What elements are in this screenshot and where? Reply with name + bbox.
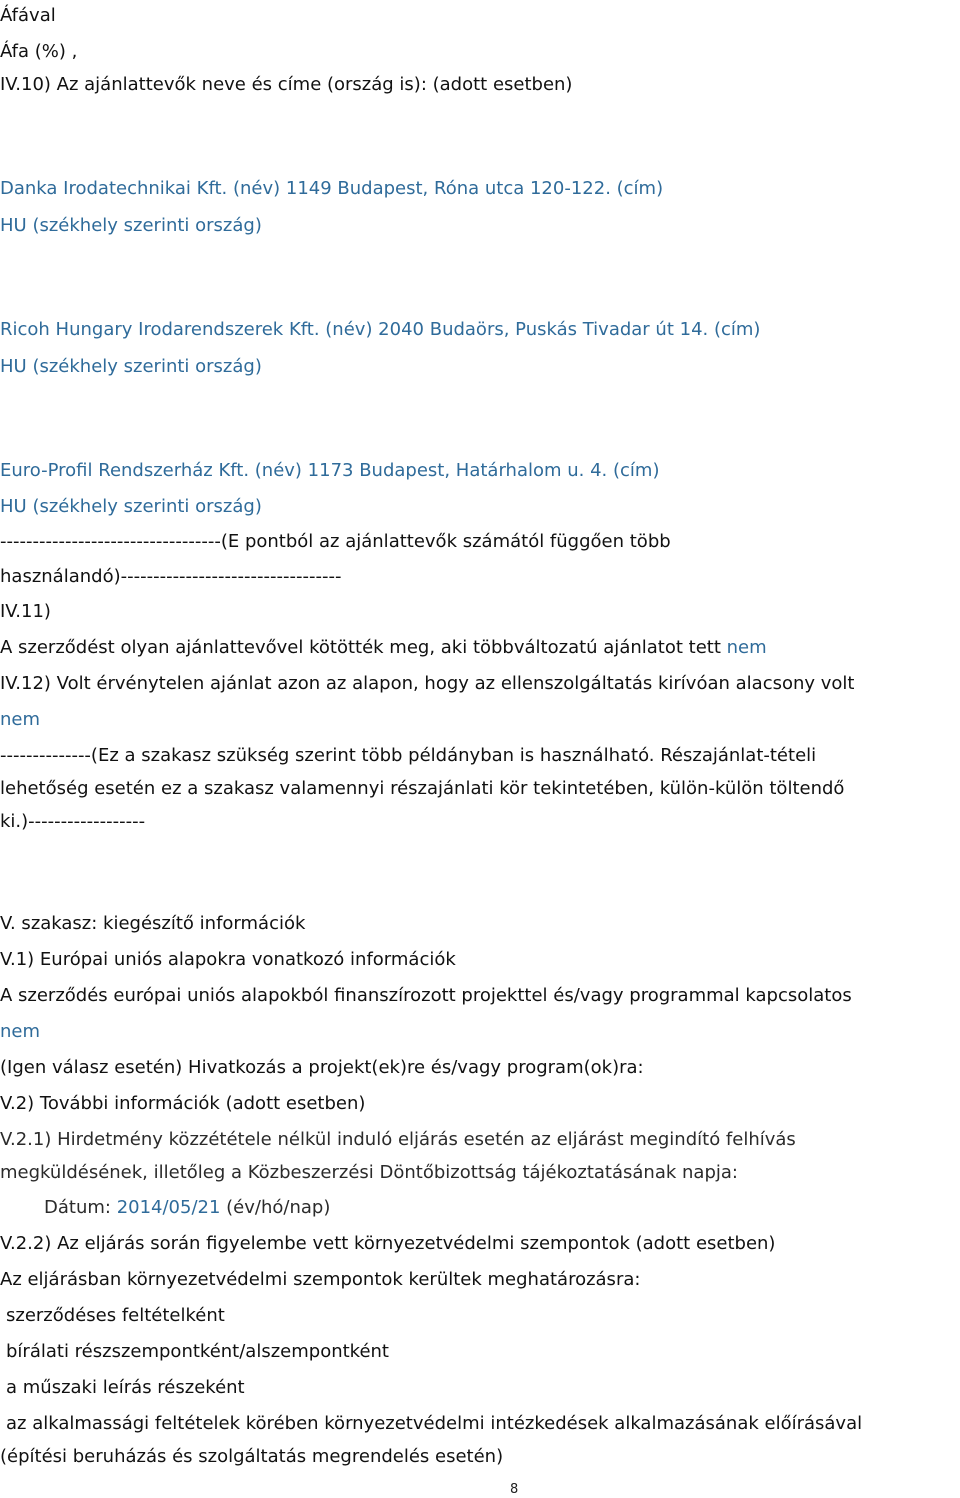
- separator-line: ki.)------------------: [0, 811, 146, 832]
- text-line: megküldésének, illetőleg a Közbeszerzési Döntőbizottság tájékoztatásának napja:: [0, 1162, 738, 1183]
- text-line: Áfával: [0, 5, 56, 26]
- text-line: V.2.1) Hirdetmény közzététele nélkül induló eljárás esetén az eljárást megindító felhívás: [0, 1129, 796, 1150]
- separator-line: használandó)----------------------------------: [0, 566, 342, 587]
- country-code: HU: [0, 215, 27, 236]
- section-heading: V.2) További információk (adott esetben): [0, 1093, 366, 1114]
- text-line: Áfa (%) ,: [0, 41, 78, 62]
- answer-value: nem: [0, 1021, 41, 1042]
- company-name: Ricoh Hungary Irodarendszerek Kft.: [0, 319, 320, 340]
- text-line: A szerződés európai uniós alapokból finanszírozott projekttel és/vagy programmal kapcsolatos: [0, 985, 852, 1006]
- option-item: a műszaki leírás részeként: [6, 1377, 245, 1398]
- company-line: [0, 177, 663, 201]
- separator-line: ----------------------------------(E pontból az ajánlattevők számától függően több: [0, 531, 671, 552]
- company-line: [0, 318, 760, 342]
- company-name: Euro-Profil Rendszerház Kft.: [0, 460, 250, 481]
- country-line: [0, 214, 262, 238]
- country-code: HU: [0, 496, 27, 517]
- date-value: 2014/05/21: [116, 1197, 221, 1218]
- country-code: HU: [0, 356, 27, 377]
- section-heading: V.2.2) Az eljárás során figyelembe vett környezetvédelmi szempontok (adott esetben): [0, 1233, 776, 1254]
- option-item: (építési beruházás és szolgáltatás megrendelés esetén): [0, 1446, 504, 1467]
- company-address: (név) 1173 Budapest, Határhalom u. 4. (cím): [249, 460, 660, 481]
- country-label: (székhely szerinti ország): [26, 215, 262, 236]
- country-label: (székhely szerinti ország): [26, 356, 262, 377]
- section-title: V. szakasz: kiegészítő információk: [0, 913, 306, 934]
- text-line: [0, 636, 767, 660]
- country-line: [0, 495, 262, 519]
- question-text: A szerződést olyan ajánlattevővel kötötték meg, aki többváltozatú ajánlatot tett: [0, 637, 727, 658]
- company-name: Danka Irodatechnikai Kft.: [0, 178, 228, 199]
- page-number: 8: [510, 1482, 519, 1497]
- answer-value: nem: [726, 637, 767, 658]
- country-label: (székhely szerinti ország): [26, 496, 262, 517]
- option-item: szerződéses feltételként: [6, 1305, 225, 1326]
- country-line: [0, 355, 262, 379]
- text-line: lehetőség esetén ez a szakasz valamennyi részajánlati kör tekintetében, külön-külön töltendő: [0, 778, 845, 799]
- date-format: (év/hó/nap): [220, 1197, 331, 1218]
- section-heading: IV.11): [0, 601, 51, 622]
- section-heading: V.1) Európai uniós alapokra vonatkozó információk: [0, 949, 456, 970]
- date-line: [44, 1196, 330, 1220]
- section-heading: IV.10) Az ajánlattevők neve és címe (ország is): (adott esetben): [0, 74, 573, 95]
- company-address: (név) 2040 Budaörs, Puskás Tivadar út 14. (cím): [319, 319, 761, 340]
- option-item: bírálati részszempontként/alszempontként: [6, 1341, 389, 1362]
- company-line: [0, 459, 659, 483]
- section-heading: IV.12) Volt érvénytelen ajánlat azon az alapon, hogy az ellenszolgáltatás kirívóan alacsony volt: [0, 673, 855, 694]
- date-label: Dátum:: [44, 1197, 117, 1218]
- text-line: Az eljárásban környezetvédelmi szempontok kerültek meghatározásra:: [0, 1269, 641, 1290]
- option-item: az alkalmassági feltételek körében környezetvédelmi intézkedések alkalmazásának előírásával: [6, 1413, 863, 1434]
- separator-line: --------------(Ez a szakasz szükség szerint több példányban is használható. Részajánlat-tételi: [0, 745, 817, 766]
- text-line: (Igen válasz esetén) Hivatkozás a projekt(ek)re és/vagy program(ok)ra:: [0, 1057, 644, 1078]
- answer-value: nem: [0, 709, 41, 730]
- company-address: (név) 1149 Budapest, Róna utca 120-122. (cím): [227, 178, 664, 199]
